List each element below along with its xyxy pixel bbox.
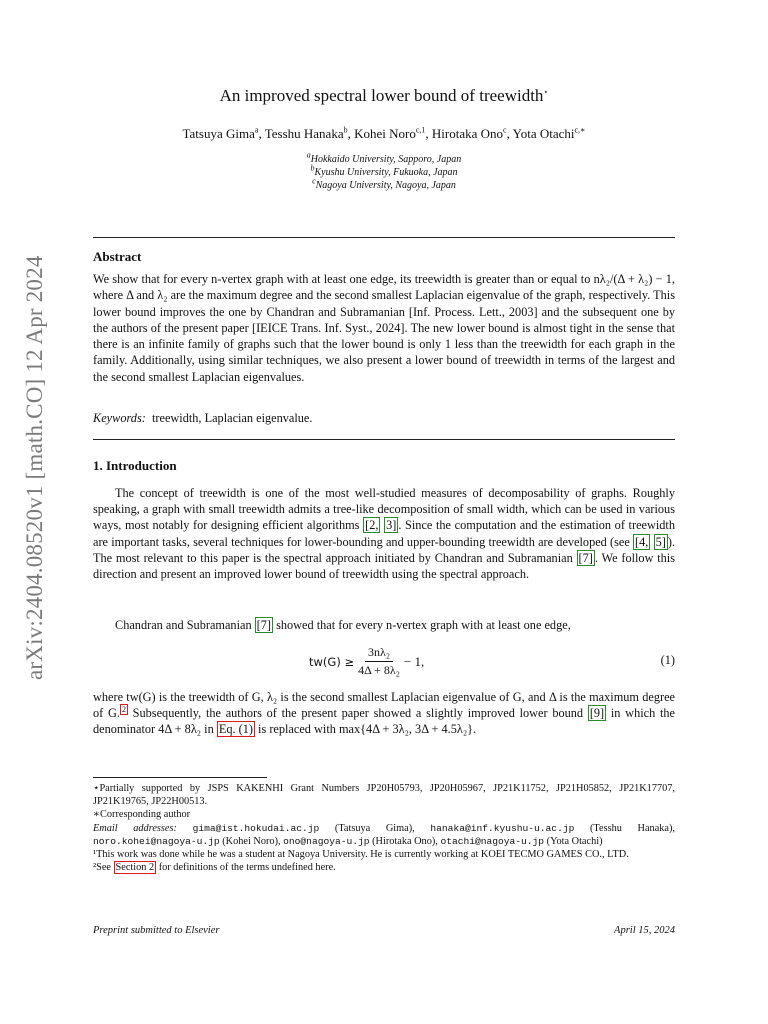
keywords-label: Keywords: xyxy=(93,411,146,425)
citation-link[interactable]: [2, xyxy=(365,518,379,533)
text-run: showed that for every n-vertex graph with at least one edge, xyxy=(273,618,571,632)
equation-link[interactable]: Eq. (1) xyxy=(218,722,253,737)
author-sup: c,1 xyxy=(415,125,426,135)
author-sup: c xyxy=(503,125,507,135)
text-run: Subsequently, the authors of the present paper showed a slightly improved lower bound xyxy=(127,706,588,721)
footer-journal: Preprint submitted to Elsevier xyxy=(93,925,220,936)
text-run: in which the denominator 4Δ + 8λ₂ in xyxy=(93,706,675,737)
footnote-emails xyxy=(93,822,675,848)
citation-link[interactable]: [7] xyxy=(578,550,593,565)
email-link[interactable]: noro.kohei@nagoya-u.jp xyxy=(93,835,220,847)
author-sup: c,∗ xyxy=(574,125,586,135)
text-run: (Tesshu Hanaka), xyxy=(574,822,675,834)
abstract-body: We show that for every n-vertex graph with at least one edge, its treewidth is greater than or equal to nλ₂/(Δ + λ₂) − 1, where Δ and λ₂ are the maximum degree and the second smallest Laplacian eigenvalue of the graph, respectively. This lower bound improves the one by Chandran and Subramanian [Inf. Process. Lett., 2003] and the subsequent one by the authors of the present paper [IEICE Trans. Inf. Syst., 2024]. The new lower bound is almost tight in the sense that there is an infinite family of graphs such that the lower bound is only 1 less than the treewidth for each graph in the family. Additionally, using similar techniques, we also present a lower bound of treewidth in terms of the largest and the second smallest Laplacian eigenvalues. xyxy=(93,272,675,384)
footnote-corresponding: ∗Corresponding author xyxy=(93,809,191,821)
text-run: ²See xyxy=(93,862,114,874)
author-list: Tatsuya Gima$^a$, Tesshu Hanaka$^b$, Kohei Noro$^{c,1}$, Hirotaka Ono$^c$, Yota Otachi$^{c,∗}$ xyxy=(182,125,586,141)
footer-date: April 15, 2024 xyxy=(614,925,675,936)
citation-link[interactable]: 3] xyxy=(386,518,397,533)
email-link[interactable]: hanaka@inf.kyushu-u.ac.jp xyxy=(430,822,575,834)
text-run: . Since the computation and the estimation of treewidth are important tasks, several techniques for lower-bounding and upper-bounding treewidth are developed (see xyxy=(93,518,675,549)
footnote-rule xyxy=(93,777,267,778)
equation-1 xyxy=(93,643,675,681)
text-run: (Tatsuya Gima), xyxy=(319,822,431,834)
affiliation-text: Nagoya University, Nagoya, Japan xyxy=(315,180,456,191)
introduction-heading: 1. Introduction xyxy=(93,458,177,473)
author-name: Kohei Noro xyxy=(354,126,416,141)
affiliation-item xyxy=(93,150,675,166)
text-run: . We follow this direction and present an improved lower bound of treewidth using the spectral approach. xyxy=(93,550,675,582)
affiliation-item xyxy=(93,176,675,192)
text-run: (Yota Otachi) xyxy=(544,835,603,847)
title-footnote-mark: ⋆ xyxy=(543,87,549,97)
keywords-line xyxy=(93,411,675,426)
author-sup: b xyxy=(343,125,348,135)
author-name: Yota Otachi xyxy=(512,126,575,141)
footnote-1: ¹This work was done while he was a student at Nagoya University. He is currently working at KOEI TECMO GAMES CO., LTD. xyxy=(93,849,629,861)
fraction-numerator: 3nλ₂ xyxy=(365,645,393,662)
intro-paragraph xyxy=(93,689,675,738)
citation-link[interactable]: 5] xyxy=(655,534,666,549)
affiliations xyxy=(93,150,675,192)
affiliation-sup: b xyxy=(310,163,315,173)
text-run: (Kohei Noro), xyxy=(219,835,284,847)
email-label: Email addresses: xyxy=(93,822,177,834)
author-sup: a xyxy=(254,125,259,135)
intro-paragraph xyxy=(93,485,675,582)
author-name: Tatsuya Gima xyxy=(182,126,255,141)
equation-tail: − 1, xyxy=(403,653,425,669)
text-run: where tw(G) is the treewidth of G, λ₂ is the second smallest Laplacian eigenvalue of G, and Δ is the maximum degree of G. xyxy=(93,690,675,721)
text-run: (Hirotaka Ono), xyxy=(369,835,441,847)
footnote-funding: ⋆Partially supported by JSPS KAKENHI Grant Numbers JP20H05793, JP20H05967, JP21K11752, JP21H05852, JP21K17707, JP21K19765, JP22H00513. xyxy=(93,783,675,808)
abstract-heading: Abstract xyxy=(93,249,142,264)
title-text: An improved spectral lower bound of treewidth xyxy=(219,86,544,105)
equation-body xyxy=(309,645,424,678)
keywords-text: treewidth, Laplacian eigenvalue. xyxy=(151,411,313,425)
equation-fraction xyxy=(358,645,400,678)
affiliation-sup: c xyxy=(312,176,316,186)
equation-lhs: tw(G) ≥ xyxy=(309,654,355,669)
email-link[interactable]: ono@nagoya-u.jp xyxy=(283,835,370,847)
citation-link[interactable]: [4, xyxy=(635,534,649,549)
section-link[interactable]: Section 2 xyxy=(115,862,155,874)
author-name: Tesshu Hanaka xyxy=(264,126,344,141)
equation-number: (1) xyxy=(660,653,675,667)
footnote-2 xyxy=(93,861,675,874)
affiliation-item xyxy=(93,163,675,179)
abstract-top-rule xyxy=(93,237,675,238)
author-name: Hirotaka Ono xyxy=(431,126,504,141)
affiliation-text: Hokkaido University, Sapporo, Japan xyxy=(310,154,462,165)
citation-link[interactable]: [7] xyxy=(256,618,272,632)
text-run: The concept of treewidth is one of the most well-studied measures of decomposability of graphs. Roughly speaking, a graph with small treewidth admits a tree-like decomposition of small width, which can be used in various ways, most notably for designing efficient algorithms xyxy=(93,486,675,533)
footnotes xyxy=(93,782,675,874)
text-run: Chandran and Subramanian xyxy=(115,618,255,632)
arxiv-identifier: arXiv:2404.08520v1 [math.CO] 12 Apr 2024 xyxy=(22,255,47,680)
intro-paragraph xyxy=(93,617,675,633)
affiliation-text: Kyushu University, Fukuoka, Japan xyxy=(314,167,458,178)
paper-title xyxy=(93,86,675,106)
text-run: for definitions of the terms undefined here. xyxy=(156,862,336,874)
text-run: ). The most relevant to this paper is the spectral approach initiated by Chandran and Subramanian xyxy=(93,534,676,565)
email-link[interactable]: otachi@nagoya-u.jp xyxy=(440,835,545,847)
abstract-bottom-rule xyxy=(93,439,675,440)
citation-link[interactable]: [9] xyxy=(589,706,605,721)
text-run: is replaced with max{4Δ + 3λ₂, 3Δ + 4.5λ₂}. xyxy=(254,722,477,737)
page-footer xyxy=(93,925,675,936)
footnote-link[interactable]: 2 xyxy=(121,705,126,715)
email-link[interactable]: gima@ist.hokudai.ac.jp xyxy=(192,822,320,834)
fraction-denominator: 4Δ + 8λ₂ xyxy=(358,663,400,677)
affiliation-sup: a xyxy=(306,150,311,160)
